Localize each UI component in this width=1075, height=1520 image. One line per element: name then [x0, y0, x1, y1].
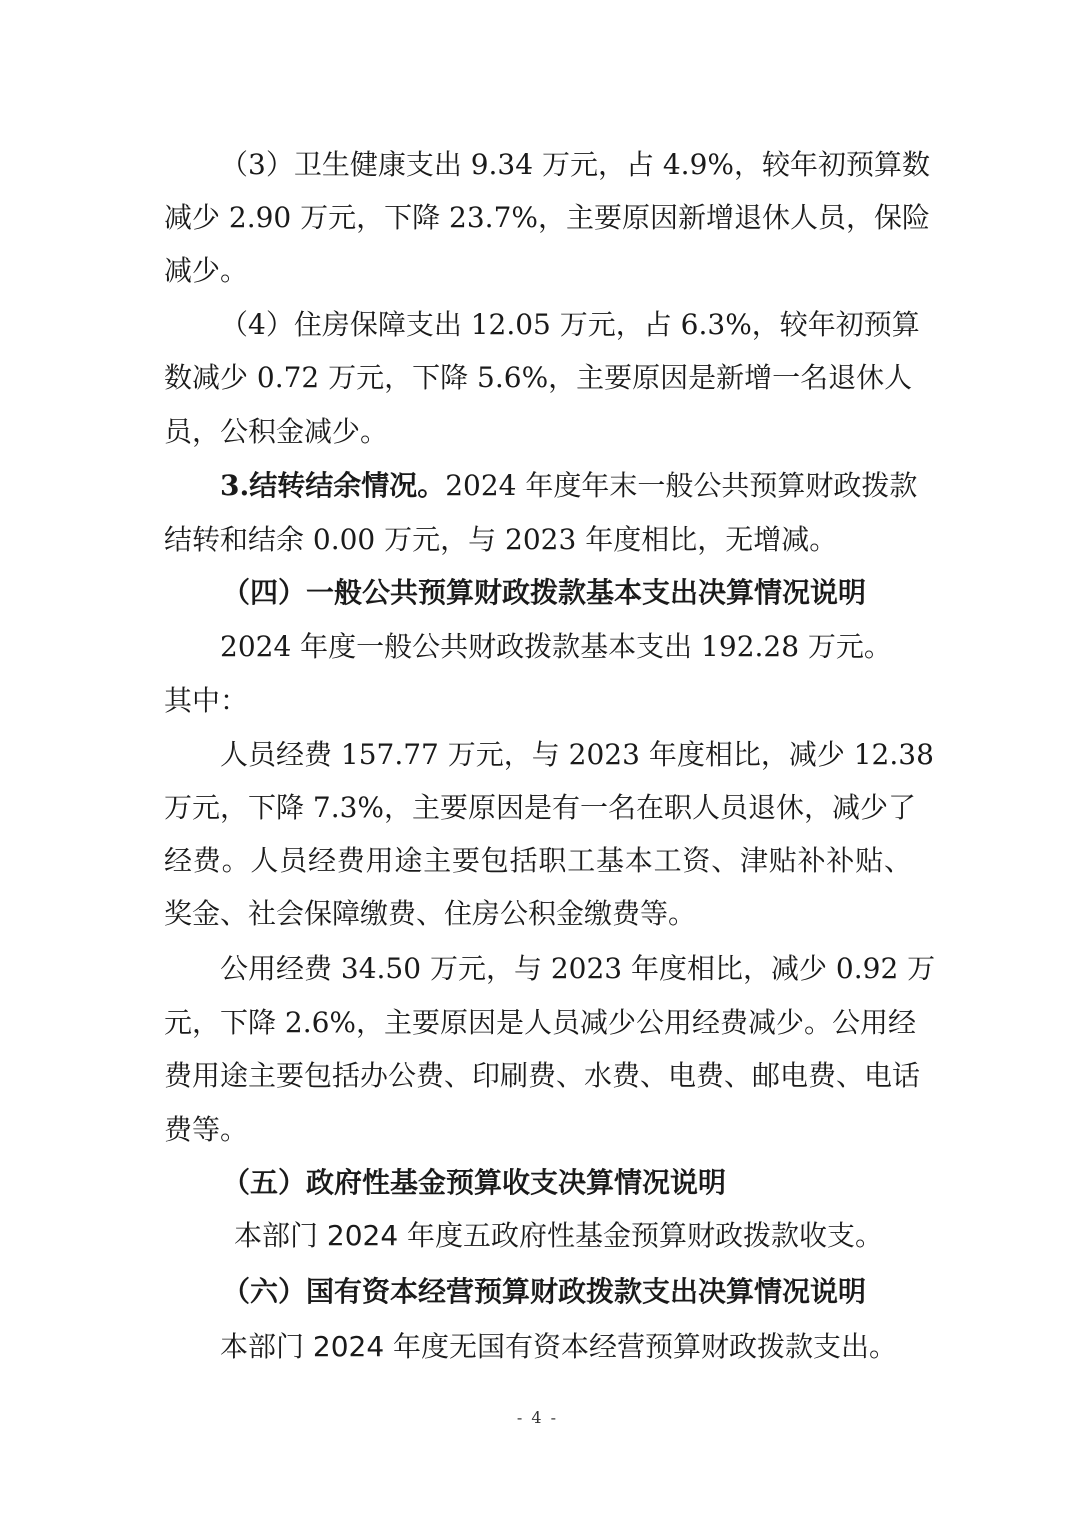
paragraph-line: 减少 2.90 万元，下降 23.7%，主要原因新增退休人员，保险	[164, 201, 930, 234]
paragraph-line: 减少。	[164, 254, 249, 287]
section-heading: （五）政府性基金预算收支决算情况说明	[222, 1166, 727, 1199]
section-heading: （六）国有资本经营预算财政拨款支出决算情况说明	[222, 1275, 867, 1308]
paragraph-line: 万元，下降 7.3%，主要原因是有一名在职人员退休，减少了	[164, 791, 917, 824]
paragraph-line: 经费。人员经费用途主要包括职工基本工资、津贴补补贴、	[164, 844, 912, 877]
paragraph-line: 员，公积金减少。	[164, 415, 389, 448]
paragraph-line: 人员经费 157.77 万元，与 2023 年度相比，减少 12.38	[220, 738, 934, 771]
paragraph-line	[220, 466, 918, 506]
paragraph-line: 数减少 0.72 万元，下降 5.6%，主要原因是新增一名退休人	[164, 361, 913, 394]
section-lead: 3.结转结余情况。	[220, 469, 446, 502]
paragraph-line: 费等。	[164, 1113, 249, 1146]
paragraph-line: 本部门 2024 年度五政府性基金预算财政拨款收支。	[234, 1219, 884, 1252]
paragraph-line: 其中：	[164, 684, 249, 717]
paragraph-line: 元，下降 2.6%，主要原因是人员减少公用经费减少。公用经	[164, 1006, 917, 1039]
paragraph-line: 2024 年度一般公共财政拨款基本支出 192.28 万元。	[220, 630, 892, 663]
paragraph-line: 费用途主要包括办公费、印刷费、水费、电费、邮电费、电话	[164, 1059, 921, 1092]
paragraph-line: 公用经费 34.50 万元，与 2023 年度相比，减少 0.92 万	[220, 952, 936, 985]
paragraph-line: 结转和结余 0.00 万元，与 2023 年度相比，无增减。	[164, 523, 838, 556]
paragraph-line: （4）住房保障支出 12.05 万元，占 6.3%，较年初预算	[220, 308, 920, 341]
page-number: - 4 -	[516, 1408, 559, 1427]
section-heading: （四）一般公共预算财政拨款基本支出决算情况说明	[222, 576, 867, 609]
paragraph-line: 奖金、社会保障缴费、住房公积金缴费等。	[164, 897, 697, 930]
paragraph-text: 2024 年度年末一般公共预算财政拨款	[445, 469, 918, 502]
paragraph-line: （3）卫生健康支出 9.34 万元，占 4.9%，较年初预算数	[220, 148, 930, 181]
paragraph-line: 本部门 2024 年度无国有资本经营预算财政拨款支出。	[220, 1330, 898, 1363]
